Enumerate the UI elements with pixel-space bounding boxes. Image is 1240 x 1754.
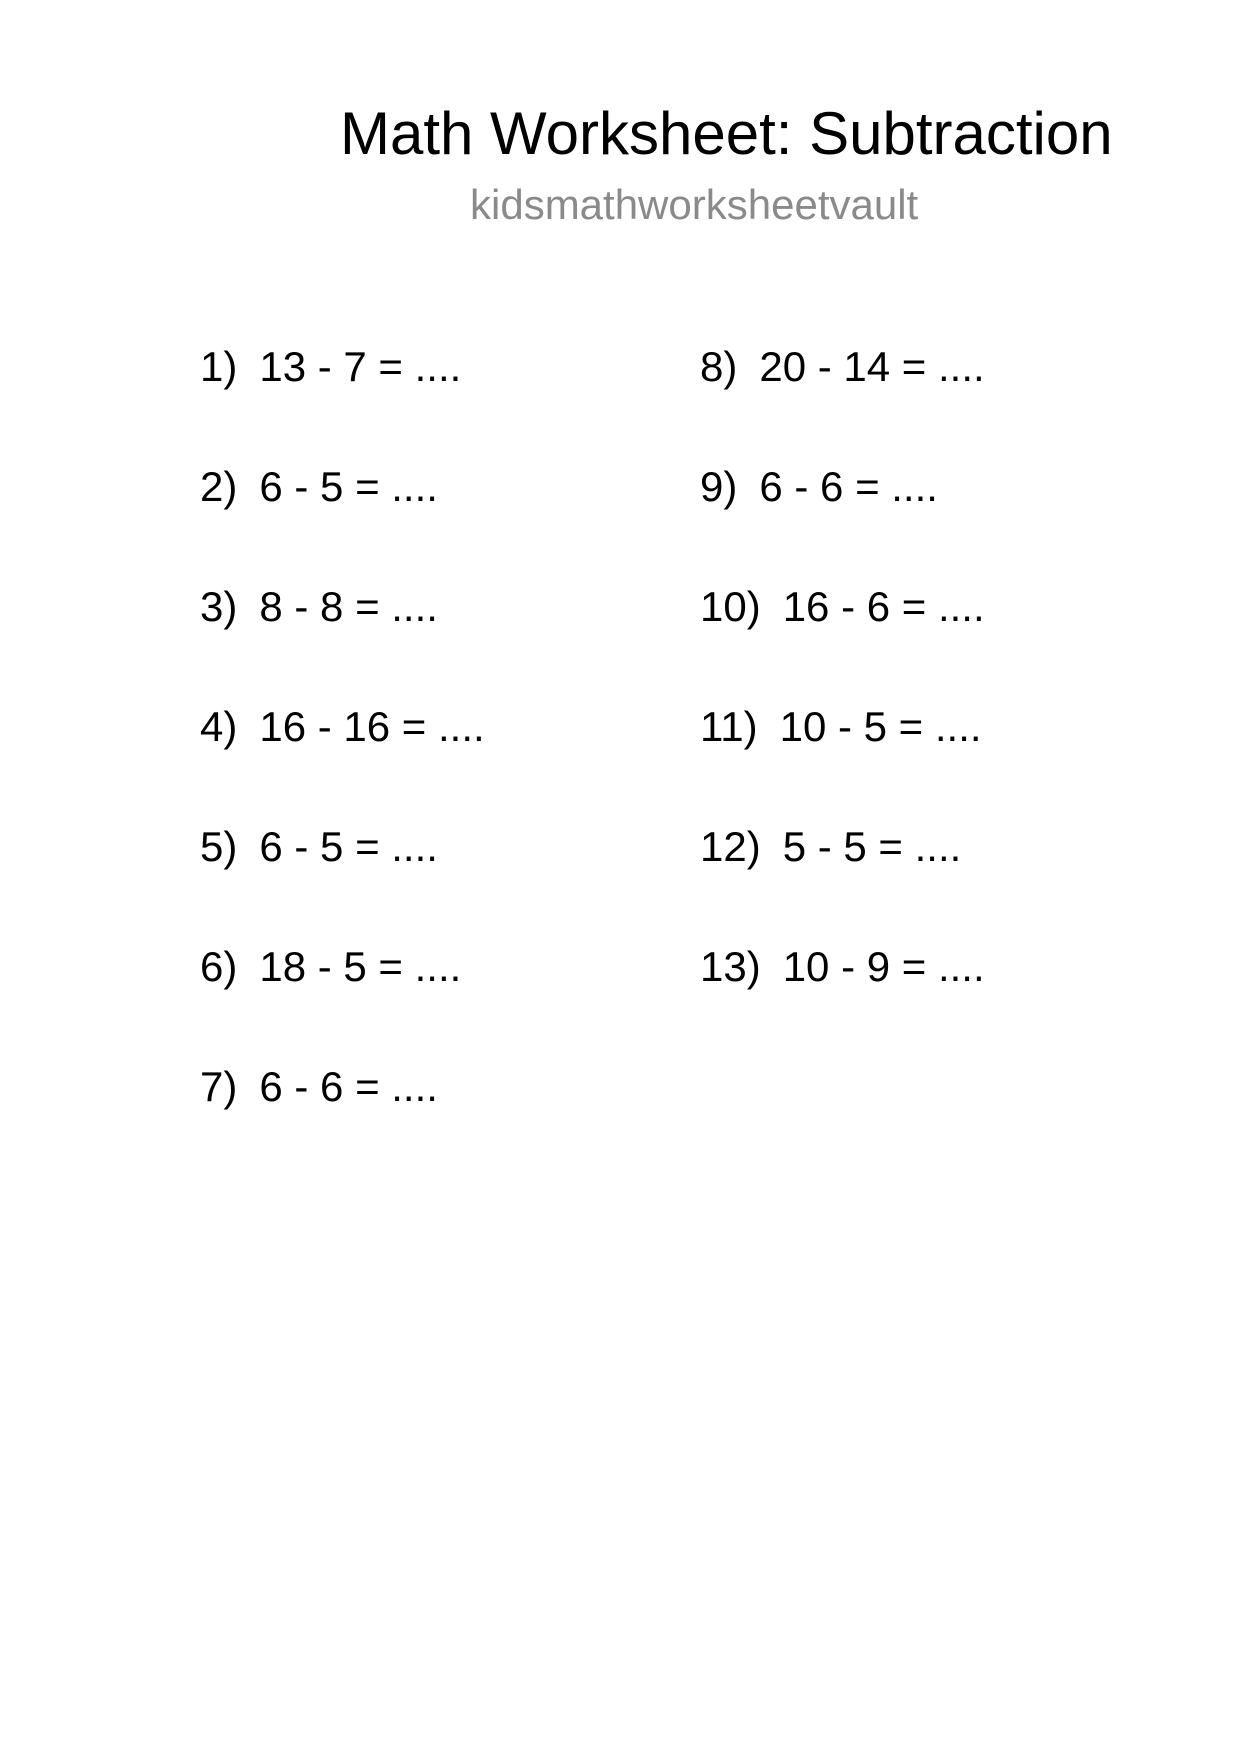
problem-column-right xyxy=(700,342,985,1062)
problem-number: 5) xyxy=(200,823,238,870)
problem-number: 2) xyxy=(200,463,238,510)
problem-expression: 16 - 16 = .... xyxy=(259,703,485,750)
problem-number: 1) xyxy=(200,343,238,390)
problem-expression: 13 - 7 = .... xyxy=(259,343,462,390)
problem-2 xyxy=(200,462,485,582)
problem-number: 10) xyxy=(700,583,761,630)
problem-number: 13) xyxy=(700,943,761,990)
page-title: Math Worksheet: Subtraction xyxy=(340,100,1113,167)
problem-number: 11) xyxy=(700,703,758,750)
problem-12 xyxy=(700,822,985,942)
page-subtitle: kidsmathworksheetvault xyxy=(470,181,919,228)
problem-expression: 16 - 6 = .... xyxy=(782,583,985,630)
problem-expression: 8 - 8 = .... xyxy=(259,583,438,630)
problem-expression: 10 - 5 = .... xyxy=(779,703,982,750)
problem-number: 7) xyxy=(200,1063,238,1110)
problem-number: 12) xyxy=(700,823,761,870)
problem-number: 6) xyxy=(200,943,238,990)
problem-13 xyxy=(700,942,985,1062)
problem-number: 9) xyxy=(700,463,738,510)
problem-expression: 6 - 5 = .... xyxy=(259,463,438,510)
problem-expression: 6 - 5 = .... xyxy=(259,823,438,870)
problem-11 xyxy=(700,702,985,822)
problem-1 xyxy=(200,342,485,462)
problem-9 xyxy=(700,462,985,582)
problem-expression: 5 - 5 = .... xyxy=(782,823,962,870)
problem-number: 4) xyxy=(200,703,238,750)
problem-expression: 18 - 5 = .... xyxy=(259,943,462,990)
problem-5 xyxy=(200,822,485,942)
problem-4 xyxy=(200,702,485,822)
problem-10 xyxy=(700,582,985,702)
problem-6 xyxy=(200,942,485,1062)
problem-number: 8) xyxy=(700,343,738,390)
problem-expression: 6 - 6 = .... xyxy=(259,1063,438,1110)
problem-7 xyxy=(200,1062,485,1182)
problem-8 xyxy=(700,342,985,462)
problem-expression: 6 - 6 = .... xyxy=(759,463,938,510)
problem-expression: 10 - 9 = .... xyxy=(782,943,985,990)
problem-number: 3) xyxy=(200,583,238,630)
problem-column-left xyxy=(200,342,485,1182)
problem-3 xyxy=(200,582,485,702)
problem-expression: 20 - 14 = .... xyxy=(759,343,985,390)
